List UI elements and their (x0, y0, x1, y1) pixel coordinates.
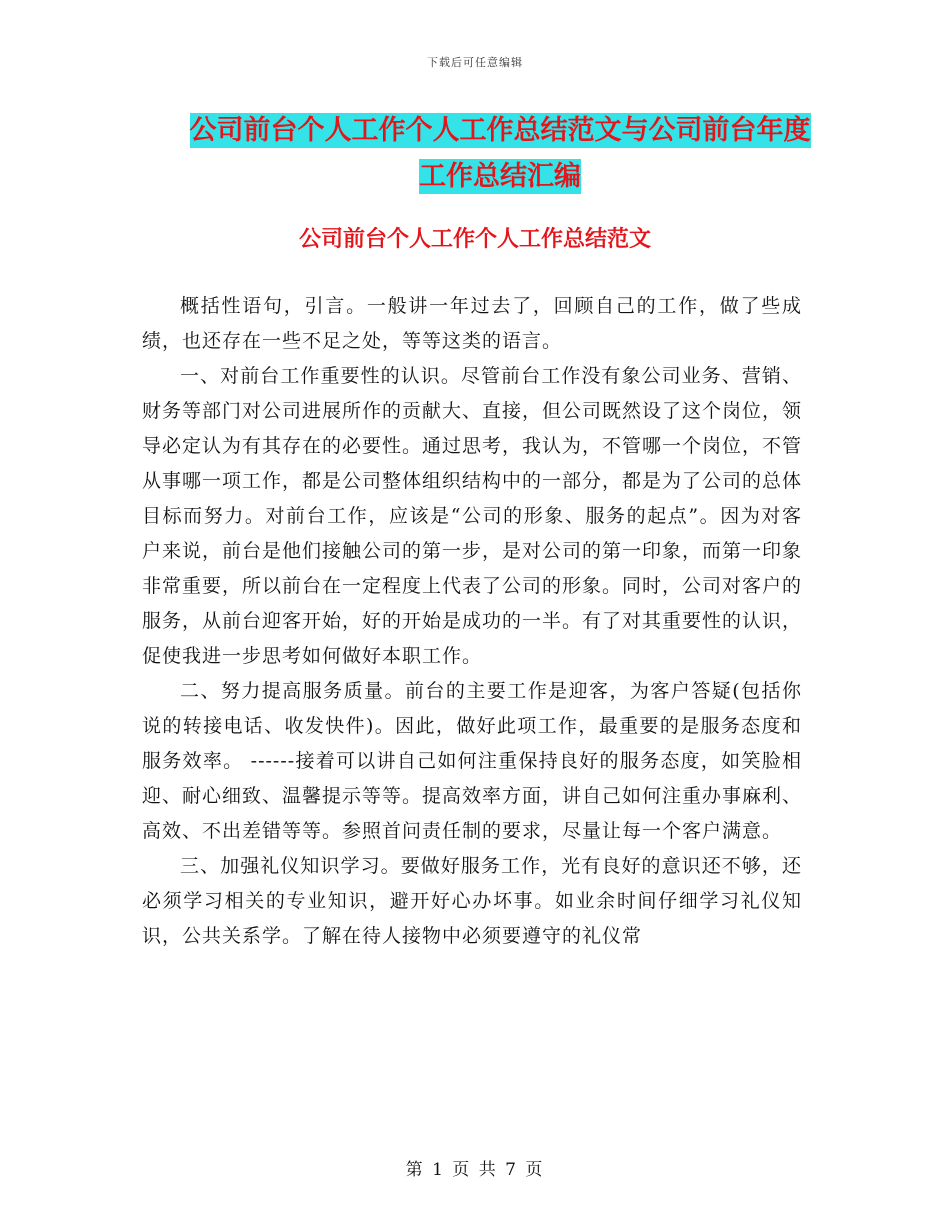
section-title: 公司前台个人工作个人工作总结范文 (298, 227, 651, 252)
document-title (150, 108, 850, 200)
paragraph-section-3: 三、加强礼仪知识学习。要做好服务工作，光有良好的意识还不够，还必须学习相关的专业知识，避开好心办坏事。如业余时间仔细学习礼仪知识，公共关系学。了解在待人接物中必须要遵守的礼仪常 (142, 855, 802, 947)
document-title-line-1: 公司前台个人工作个人工作总结范文与公司前台年度 (189, 115, 811, 146)
paragraph-section-1: 一、对前台工作重要性的认识。尽管前台工作没有象公司业务、营销、财务等部门对公司进展所作的贡献大、直接，但公司既然设了这个岗位，领导必定认为有其存在的必要性。通过思考，我认为，不管哪一个岗位，不管从事哪一项工作，都是公司整体组织结构中的一部分，都是为了公司的总体目标而努力。对前台工作，应该是“公司的形象、服务的起点”。因为对客户来说，前台是他们接触公司的第一步，是对公司的第一印象，而第一印象非常重要，所以前台在一定程度上代表了公司的形象。同时，公司对客户的服务，从前台迎客开始，好的开始是成功的一半。有了对其重要性的认识，促使我进一步思考如何做好本职工作。 (142, 365, 803, 667)
page-number-footer: 第 1 页 共 7 页 (405, 1160, 545, 1180)
header-note: 下载后可任意编辑 (427, 56, 523, 69)
paragraph-intro: 概括性语句，引言。一般讲一年过去了，回顾自己的工作，做了些成绩，也还存在一些不足之处，等等这类的语言。 (142, 295, 802, 352)
document-title-line-2: 工作总结汇编 (419, 161, 581, 192)
document-body (142, 289, 802, 954)
paragraph-section-2: 二、努力提高服务质量。前台的主要工作是迎客，为客户答疑(包括你说的转接电话、收发快件)。因此，做好此项工作，最重要的是服务态度和服务效率。 ------接着可以讲自己如何注重保持良好的服务态度，如笑脸相迎、耐心细致、温馨提示等等。提高效率方面，讲自己如何注重办事麻利、高效、不出差错等等。参照首问责任制的要求，尽量让每一个客户满意。 (142, 680, 803, 842)
